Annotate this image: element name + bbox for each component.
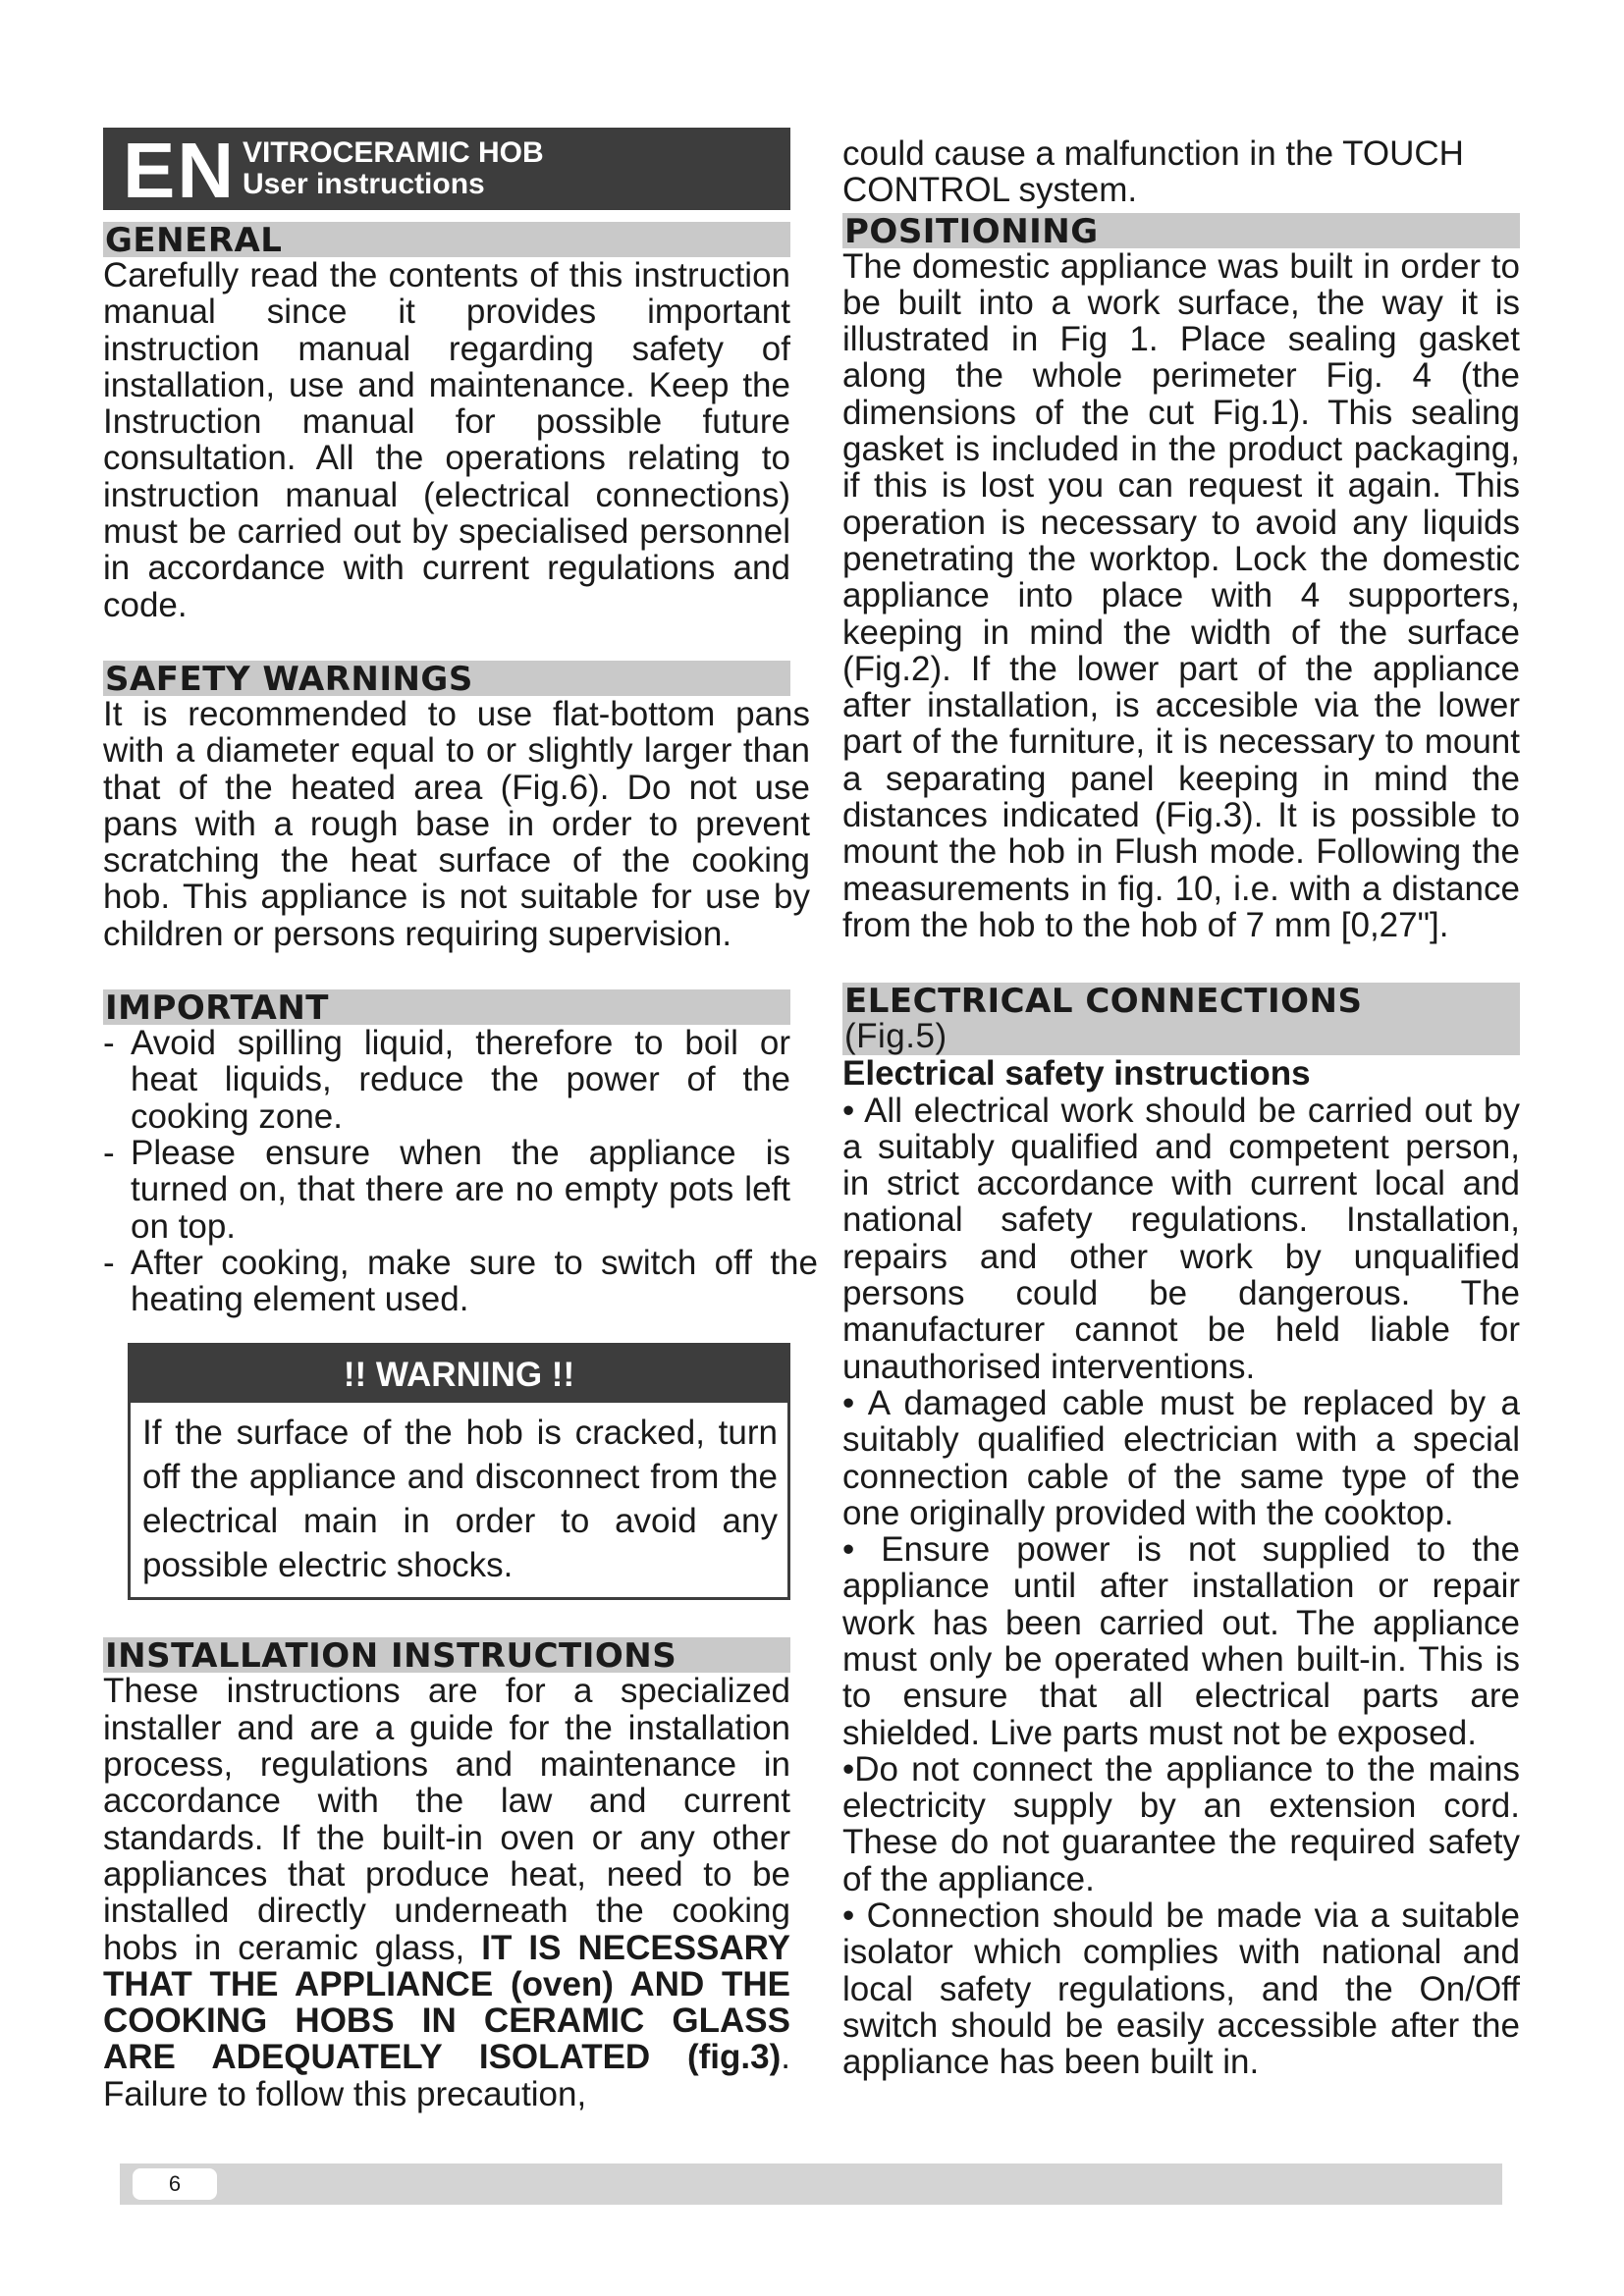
important-item-3: - After cooking, make sure to switch off the heating element used. bbox=[103, 1245, 818, 1318]
right-column bbox=[842, 135, 1520, 2081]
installation-text-bold: IT IS NECESSARY THAT THE APPLIANCE (oven) AND THE COOKING HOBS IN CERAMIC GLASS ARE ADEQUATELY ISOLATED (fig.3) bbox=[103, 1928, 791, 2077]
electrical-fig-ref: (Fig.5) bbox=[844, 1017, 947, 1056]
important-item-2: - Please ensure when the appliance is turned on, that there are no empty pots left on top. bbox=[103, 1135, 790, 1245]
important-list bbox=[103, 1024, 818, 1319]
installation-continuation: could cause a malfunction in the TOUCH CONTROL system. bbox=[842, 134, 1464, 210]
safety-warnings-heading: SAFETY WARNINGS bbox=[103, 661, 790, 696]
header-title-block bbox=[243, 137, 544, 200]
electrical-heading-title: ELECTRICAL CONNECTIONS bbox=[844, 982, 1363, 1022]
document-title: VITROCERAMIC HOB bbox=[243, 136, 544, 169]
page-header bbox=[103, 127, 790, 214]
general-heading: GENERAL bbox=[103, 222, 790, 257]
electrical-paragraph-4: •Do not connect the appliance to the mains electricity supply by an extension cord. These do not guarantee the required safety of the appliance. bbox=[842, 1749, 1520, 1898]
electrical-paragraph-5: • Connection should be made via a suitable isolator which complies with national and local safety regulations, and the On/Off switch should be easily accessible after the appliance has been built in. bbox=[842, 1896, 1520, 2082]
general-text: Carefully read the contents of this instruction manual since it provides important instruction manual regarding safety of installation, use and maintenance. Keep the Instruction manual for possible future consultation. All the operations relating to instruction manual (electrical connections) must be carried out by specialised personnel in accordance with current regulations and code. bbox=[103, 256, 790, 624]
electrical-subheading: Electrical safety instructions bbox=[842, 1054, 1311, 1094]
installation-text bbox=[103, 1673, 790, 2112]
electrical-paragraph-3: • Ensure power is not supplied to the appliance until after installation or repair work has been carried out. The appliance must only be operated when built-in. This is to ensure that all electrical parts are shielded. Live parts must not be exposed. bbox=[842, 1530, 1520, 1752]
positioning-heading: POSITIONING bbox=[842, 213, 1520, 248]
installation-text-end: . Failure to follow this precaution, bbox=[103, 2038, 790, 2113]
installation-heading: INSTALLATION INSTRUCTIONS bbox=[103, 1637, 790, 1673]
electrical-paragraph-2: • A damaged cable must be replaced by a suitably qualified electrician with a special connection cable of the same type of the one originally provided with the cooktop. bbox=[842, 1383, 1520, 1532]
important-heading: IMPORTANT bbox=[103, 989, 790, 1025]
footer-bar bbox=[120, 2163, 1502, 2205]
page-number: 6 bbox=[133, 2168, 217, 2200]
important-item-1: - Avoid spilling liquid, therefore to boil or heat liquids, reduce the power of the cooking zone. bbox=[103, 1025, 790, 1135]
left-column bbox=[103, 127, 818, 2113]
language-code: EN bbox=[123, 127, 237, 214]
positioning-text: The domestic appliance was built in order to be built into a work surface, the way it is illustrated in Fig 1. Place sealing gasket along the whole perimeter Fig. 4 (the dimensions of the cut Fig.1). This sealing gasket is included in the product packaging, if this is lost you can request it again. This operation is necessary to avoid any liquids penetrating the worktop. Lock the domestic appliance into place with 4 supporters, keeping in mind the width of the surface (Fig.2). If the lower part of the appliance after installation, is accesible via the lower part of the furniture, it is necessary to mount a separating panel keeping in mind the distances indicated (Fig.3). It is possible to mount the hob in Flush mode. Following the measurements in fig. 10, i.e. with a distance from the hob to the hob of 7 mm [0,27"]. bbox=[842, 246, 1520, 944]
safety-warnings-text: It is recommended to use flat-bottom pans with a diameter equal to or slightly larger than that of the heated area (Fig.6). Do not use pans with a rough base in order to prevent scratching the heat surface of the cooking hob. This appliance is not suitable for use by children or persons requiring supervision. bbox=[103, 694, 810, 953]
installation-text-start: These instructions are for a specialized installer and are a guide for the installation process, regulations and maintenance in accordance with the law and current standards. If the built-in oven or any other appliances that produce heat, need to be installed directly underneath the cooking hobs in ceramic glass, bbox=[103, 1672, 790, 1967]
electrical-heading bbox=[842, 983, 1520, 1055]
electrical-paragraph-1: • All electrical work should be carried out by a suitably qualified and competent person, in strict accordance with current local and national safety regulations. Installation, repairs and other work by unqualified persons could be dangerous. The manufacturer cannot be held liable for unauthorised interventions. bbox=[842, 1091, 1520, 1386]
warning-title: !! WARNING !! bbox=[131, 1346, 787, 1403]
document-subtitle: User instructions bbox=[243, 168, 485, 200]
warning-text: If the surface of the hob is cracked, turn off the appliance and disconnect from the electrical main in order to avoid any possible electric shocks. bbox=[142, 1414, 778, 1585]
warning-box bbox=[128, 1343, 790, 1600]
